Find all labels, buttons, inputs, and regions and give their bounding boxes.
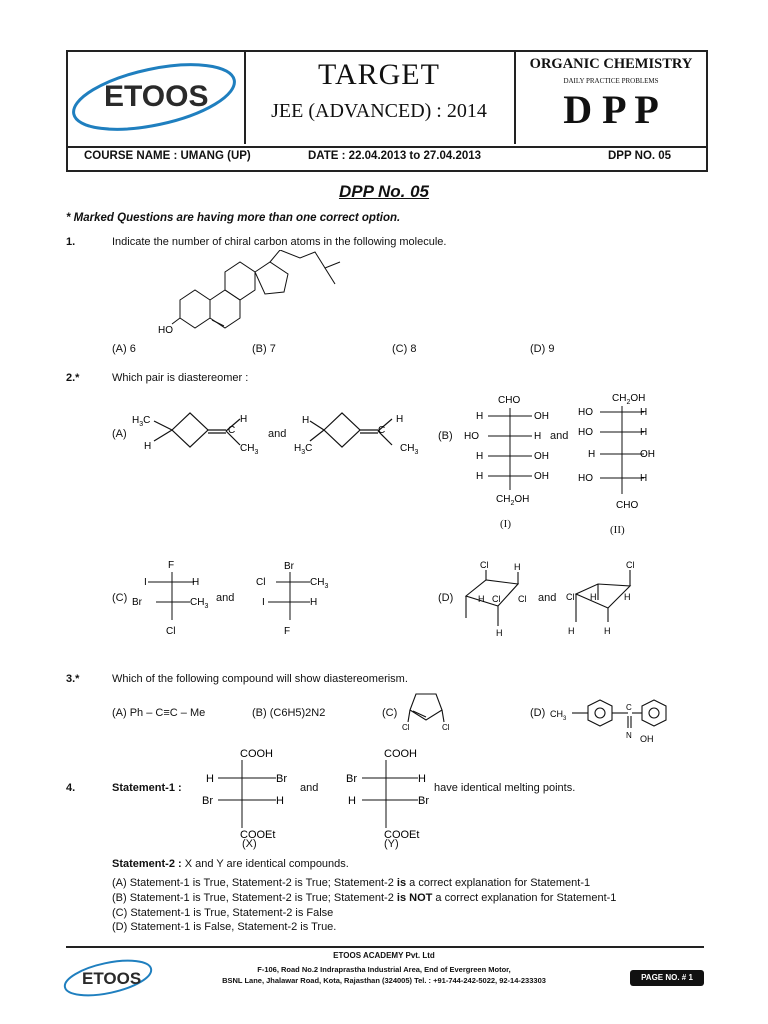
svg-text:HO: HO: [578, 427, 593, 438]
q2-d-cyclobutane-2: [562, 556, 652, 640]
svg-text:Br: Br: [276, 773, 287, 785]
svg-text:OH: OH: [534, 451, 549, 462]
svg-text:C: C: [626, 703, 632, 712]
q1-option-a[interactable]: (A) 6: [112, 343, 136, 355]
svg-text:Cl: Cl: [492, 594, 501, 604]
ho-label: HO: [158, 325, 173, 336]
q3-c-cyclopentene: [398, 690, 458, 734]
q4-and: and: [300, 782, 319, 794]
footer-etoos-logo: [60, 956, 160, 1000]
q3-option-b[interactable]: (B) (C6H5)2N2: [252, 707, 326, 719]
steroid-structure: [150, 250, 350, 340]
svg-text:Cl: Cl: [256, 577, 266, 588]
q4-statement1-tail: have identical melting points.: [434, 782, 576, 794]
footer-address-2: BSNL Lane, Jhalawar Road, Kota, Rajasthan (324005) Tel. : +91-744-242-5022, 92-14-233303: [222, 976, 546, 985]
q4-option-a-emph: is: [396, 877, 407, 889]
svg-text:CH3: $CH_3$: [190, 597, 209, 610]
q4-option-a[interactable]: [112, 877, 590, 889]
q2-fischer-ii-label: (II): [610, 524, 625, 536]
svg-text:H: H: [396, 414, 404, 425]
page-number-badge: PAGE NO. # 1: [630, 970, 704, 986]
q3-text: Which of the following compound will show diastereomerism.: [112, 673, 408, 685]
q2-a-structure-2: [292, 405, 432, 455]
svg-text:COOH: COOH: [384, 748, 417, 760]
svg-text:H: H: [302, 415, 310, 426]
q4-option-d[interactable]: (D) Statement-1 is False, Statement-2 is True.: [112, 921, 337, 933]
q1-option-d[interactable]: (D) 9: [530, 343, 555, 355]
q2-b-and: and: [550, 430, 569, 442]
q3-number: 3.*: [66, 673, 80, 685]
svg-text:Cl: Cl: [518, 594, 527, 604]
q4-option-b-text1: (B) Statement-1 is True, Statement-2 is True; Statement-2: [112, 892, 397, 904]
q4-statement1-label: Statement-1 :: [112, 782, 182, 794]
svg-text:OH: OH: [640, 734, 654, 744]
svg-text:OH: OH: [534, 411, 549, 422]
svg-text:C: C: [228, 425, 236, 436]
svg-text:H: H: [496, 628, 503, 638]
footer-logo-text: ETOOS: [82, 969, 142, 988]
svg-text:H: H: [624, 592, 631, 602]
svg-text:C: C: [378, 425, 386, 436]
svg-text:Br: Br: [346, 773, 357, 785]
svg-text:H: H: [476, 471, 484, 482]
course-dpp-no: DPP NO. 05: [608, 150, 672, 162]
svg-text:Br: Br: [284, 561, 294, 572]
svg-text:CH2OH: $CH_2OH$: [612, 393, 646, 406]
svg-text:OH: OH: [534, 471, 549, 482]
svg-text:H: H: [590, 592, 597, 602]
note-text: * Marked Questions are having more than one correct option.: [66, 212, 401, 224]
q1-option-c[interactable]: (C) 8: [392, 343, 417, 355]
svg-text:COOEt: COOEt: [384, 829, 420, 841]
course-date: DATE : 22.04.2013 to 27.04.2013: [308, 150, 482, 162]
svg-text:CH2OH: $CH_2OH$: [496, 494, 530, 507]
course-name: COURSE NAME : UMANG (UP): [84, 150, 251, 162]
svg-text:Cl: Cl: [402, 723, 410, 732]
svg-text:H: H: [534, 431, 542, 442]
footer-company: ETOOS ACADEMY Pvt. Ltd: [333, 951, 435, 960]
svg-text:H: H: [478, 594, 485, 604]
svg-text:CH3: $CH_3$: [400, 443, 419, 455]
svg-text:H: H: [604, 626, 611, 636]
footer-rule: [66, 946, 704, 948]
svg-text:H: H: [418, 773, 426, 785]
svg-text:Cl: Cl: [626, 560, 635, 570]
svg-text:HO: HO: [578, 473, 593, 484]
svg-text:H: H: [144, 441, 152, 452]
q1-number: 1.: [66, 236, 76, 248]
q4-statement2-label: Statement-2 :: [112, 858, 182, 870]
svg-text:Br: Br: [202, 795, 213, 807]
q4-y-label: (Y): [384, 838, 399, 850]
svg-text:Br: Br: [132, 597, 142, 608]
q1-text: Indicate the number of chiral carbon atoms in the following molecule.: [112, 236, 447, 248]
q3-option-d[interactable]: (D): [530, 707, 546, 719]
svg-text:Br: Br: [418, 795, 429, 807]
q2-d-cyclobutane-1: [456, 556, 546, 640]
svg-text:OH: OH: [640, 449, 655, 460]
etoos-logo: [66, 50, 244, 144]
svg-text:H3C: $H_3C$: [294, 443, 313, 455]
svg-text:CHO: CHO: [616, 500, 639, 511]
q2-c-fischer-1: [128, 558, 228, 640]
svg-text:H: H: [640, 427, 648, 438]
svg-text:Cl: Cl: [566, 592, 575, 602]
svg-text:HO: HO: [464, 431, 479, 442]
q2-c-and: and: [216, 592, 235, 604]
q2-option-c-label[interactable]: (C): [112, 592, 128, 604]
dpp-label: D P P: [563, 87, 659, 132]
q2-option-d-label[interactable]: (D): [438, 592, 454, 604]
svg-text:H: H: [476, 451, 484, 462]
q2-d-and: and: [538, 592, 557, 604]
svg-text:CH3: $CH_3$: [240, 443, 259, 455]
jee-subtitle: JEE (ADVANCED) : 2014: [271, 100, 487, 122]
q2-fischer-i-label: (I): [500, 518, 511, 530]
q2-b-fischer-1: [458, 390, 558, 510]
q2-a-and: and: [268, 428, 287, 440]
q3-d-oxime: [548, 696, 688, 746]
svg-text:COOH: COOH: [240, 748, 273, 760]
svg-text:HO: HO: [578, 407, 593, 418]
doc-title: DPP No. 05: [338, 182, 430, 201]
svg-text:I: I: [144, 577, 147, 588]
q4-fischer-y: [340, 744, 440, 844]
q4-option-b-emph: is NOT: [396, 892, 433, 904]
svg-text:H: H: [192, 577, 200, 588]
q4-statement2-text: X and Y are identical compounds.: [184, 858, 349, 870]
svg-text:H: H: [640, 407, 648, 418]
q2-text: Which pair is diastereomer :: [112, 372, 249, 384]
q3-option-a[interactable]: (A) Ph – C≡C – Me: [112, 707, 206, 719]
q4-fischer-x: [196, 744, 296, 844]
q4-option-b-text2: a correct explanation for Statement-1: [432, 892, 617, 904]
header-dpp-cell: [514, 50, 706, 144]
q1-option-b[interactable]: (B) 7: [252, 343, 276, 355]
svg-text:H: H: [310, 597, 318, 608]
svg-text:F: F: [168, 560, 175, 571]
svg-text:H: H: [206, 773, 214, 785]
svg-text:H: H: [276, 795, 284, 807]
q2-a-structure-1: [128, 405, 268, 455]
svg-text:H: H: [240, 414, 248, 425]
q2-number: 2.*: [66, 372, 80, 384]
svg-text:Cl: Cl: [442, 723, 450, 732]
practice-label: DAILY PRACTICE PROBLEMS: [563, 77, 659, 85]
svg-text:F: F: [284, 626, 291, 637]
logo-text: ETOOS: [104, 80, 209, 113]
footer-address-1: F-106, Road No.2 Indraprastha Industrial Area, End of Evergreen Motor,: [257, 965, 511, 974]
q2-c-fischer-2: [254, 558, 354, 640]
svg-text:H: H: [568, 626, 575, 636]
q3-option-c[interactable]: (C): [382, 707, 398, 719]
svg-text:I: I: [262, 597, 265, 608]
svg-text:COOEt: COOEt: [240, 829, 276, 841]
header-logo-cell: [66, 50, 246, 144]
q2-option-a-label[interactable]: (A): [112, 428, 127, 440]
svg-text:Cl: Cl: [480, 560, 489, 570]
q4-option-c[interactable]: (C) Statement-1 is True, Statement-2 is False: [112, 907, 334, 919]
svg-text:H: H: [348, 795, 356, 807]
header-title-cell: [246, 50, 512, 144]
target-title: TARGET: [318, 58, 440, 91]
course-row: [66, 146, 708, 172]
q2-b-fischer-2: [572, 388, 682, 518]
svg-text:H: H: [588, 449, 596, 460]
q2-option-b-label[interactable]: (B): [438, 430, 453, 442]
q4-number: 4.: [66, 782, 76, 794]
svg-text:N: N: [626, 731, 632, 740]
q4-option-a-text1: (A) Statement-1 is True, Statement-2 is True; Statement-2: [112, 877, 397, 889]
q4-option-a-text2: a correct explanation for Statement-1: [406, 877, 591, 889]
svg-text:H: H: [640, 473, 648, 484]
svg-text:H: H: [476, 411, 484, 422]
subject-label: ORGANIC CHEMISTRY: [529, 56, 693, 72]
svg-text:CHO: CHO: [498, 395, 521, 406]
svg-text:H3C: $H_3C$: [132, 415, 151, 428]
q4-statement2: [112, 858, 349, 870]
svg-text:H: H: [514, 562, 521, 572]
q4-x-label: (X): [242, 838, 257, 850]
svg-text:CH3: $CH_3$: [310, 577, 329, 590]
q4-option-b[interactable]: [112, 892, 616, 904]
svg-text:CH3: $CH_3$: [550, 709, 567, 722]
svg-text:Cl: Cl: [166, 626, 176, 637]
